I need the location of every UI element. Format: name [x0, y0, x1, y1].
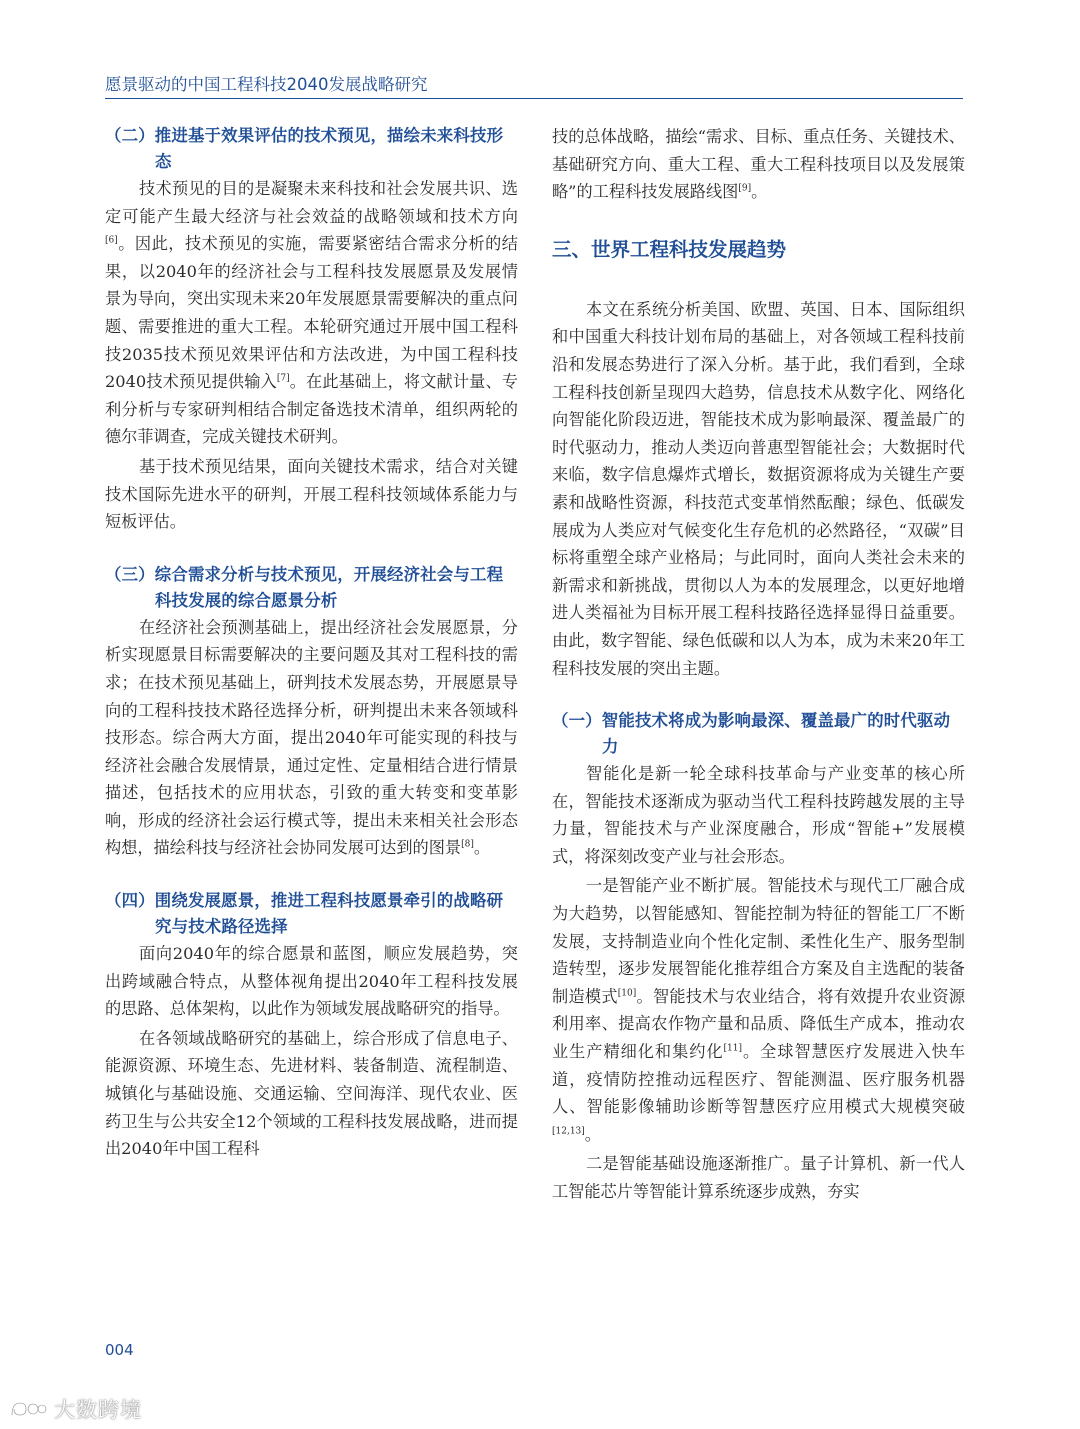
section-heading-2: （二）推进基于效果评估的技术预见，描绘未来科技形态 — [105, 126, 504, 171]
paragraph-continued — [552, 123, 965, 206]
running-header-title: 愿景驱动的中国工程科技2040发展战略研究 — [105, 75, 428, 94]
text-run: 。因此，技术预见的实施，需要紧密结合需求分析的结果，以2040年的经济社会与工程科技发展愿景及发展情景为导向，突出实现未来20年发展愿景需要解决的重点问题、需要推进的重大工程。本轮研究通过开展中国工程科技2035技术预见效果评估和方法改进，为中国工程科技2040技术预见提供输入 — [105, 234, 518, 392]
citation-ref: [9] — [738, 183, 752, 194]
text-run: 在经济社会预测基础上，提出经济社会发展愿景，分析实现愿景目标需要解决的主要问题及其对工程科技的需求；在技术预见基础上，研判技术发展态势，开展愿景导向的工程科技技术路径选择分析，研判提出未来各领域科技形态。综合两大方面，提出2040年可能实现的科技与经济社会融合发展情景，通过定性、定量相结合进行情景描述，包括技术的应用状态，引致的重大转变和变革影响，形成的经济社会运行模式等，提出未来相关社会形态构想，描绘科技与经济社会协同发展可达到的图景 — [105, 617, 518, 858]
text-run: 。 — [584, 1124, 601, 1144]
citation-ref: [8] — [461, 840, 474, 851]
paragraph: 智能化是新一轮全球科技革命与产业变革的核心所在，智能技术逐渐成为驱动当代工程科技跨越发展的主导力量，智能技术与产业深度融合，形成“智能+”发展模式，将深刻改变产业与社会形态。 — [552, 764, 965, 866]
text-run: 技术预见的目的是凝聚未来科技和社会发展共识、选定可能产生最大经济与社会效益的战略领域和技术方向 — [105, 179, 518, 226]
text-run: 。 — [751, 182, 768, 202]
text-run: 。全球智慧医疗发展进入快车道，疫情防控推动远程医疗、智能测温、医疗服务机器人、智能影像辅助诊断等智慧医疗应用模式大规模突破 — [552, 1042, 966, 1117]
paragraph — [105, 614, 518, 862]
page-number: 004 — [105, 1341, 134, 1359]
paragraph — [552, 872, 965, 1148]
paragraph: 本文在系统分析美国、欧盟、英国、日本、国际组织和中国重大科技计划布局的基础上，对各领域工程科技前沿和发展态势进行了深入分析。基于此，我们看到，全球工程科技创新呈现四大趋势，信息技术从数字化、网络化向智能化阶段迈进，智能技术成为影响最深、覆盖最广的时代驱动力，推动人类迈向普惠型智能社会；大数据时代来临，数字信息爆炸式增长，数据资源将成为关键生产要素和战略性资源，科技范式变革悄然酝酿；绿色、低碳发展成为人类应对气候变化生存危机的必然路径，“双碳”目标将重塑全球产业格局；与此同时，面向人类社会未来的新需求和新挑战，贯彻以人为本的发展理念，以更好地增进人类福祉为目标开展工程科技路径选择显得日益重要。由此，数字智能、绿色低碳和以人为本，成为未来20年工程科技发展的突出主题。 — [552, 299, 965, 678]
paragraph: 面向2040年的综合愿景和蓝图，顺应发展趋势，突出跨域融合特点，从整体视角提出2040年工程科技发展的思路、总体架构，以此作为领域发展战略研究的指导。 — [105, 944, 518, 1019]
running-header — [105, 74, 963, 99]
citation-ref: [7] — [276, 373, 290, 384]
left-column — [105, 123, 518, 1163]
citation-ref: [12,13] — [552, 1126, 585, 1137]
subsection-heading-1: （一）智能技术将成为影响最深、覆盖最广的时代驱动力 — [552, 711, 951, 757]
watermark-logo-icon — [8, 1397, 48, 1421]
citation-ref: [11] — [723, 1043, 743, 1054]
paragraph: 在各领域战略研究的基础上，综合形成了信息电子、能源资源、环境生态、先进材料、装备制造、流程制造、城镇化与基础设施、交通运输、空间海洋、现代农业、医药卫生与公共安全12个领域的工程科技发展战略，进而提出2040年中国工程科 — [105, 1028, 518, 1159]
text-run: 技的总体战略，描绘“需求、目标、重点任务、关键技术、基础研究方向、重大工程、重大工程科技项目以及发展策略”的工程科技发展路线图 — [552, 127, 965, 202]
text-run: 一是智能产业不断扩展。智能技术与现代工厂融合成为大趋势，以智能感知、智能控制为特征的智能工厂不断发展，支持制造业向个性化定制、柔性化生产、服务型制造转型，逐步发展智能化推荐组合方案及自主选配的装备制造模式 — [552, 876, 965, 1006]
section-heading-3: （三）综合需求分析与技术预见，开展经济社会与工程科技发展的综合愿景分析 — [105, 564, 504, 610]
paragraph: 二是智能基础设施逐渐推广。量子计算机、新一代人工智能芯片等智能计算系统逐步成熟，夯实 — [552, 1154, 965, 1201]
paragraph — [105, 175, 518, 451]
text-run: 。 — [473, 838, 491, 858]
right-column — [552, 123, 965, 1206]
watermark — [8, 1396, 142, 1422]
paragraph: 基于技术预见结果，面向关键技术需求，结合对关键技术国际先进水平的研判，开展工程科技领域体系能力与短板评估。 — [105, 456, 518, 532]
citation-ref: [6] — [105, 235, 118, 246]
chapter-heading: 三、世界工程科技发展趋势 — [552, 237, 787, 261]
text-run: 。智能技术与农业结合，将有效提升农业资源利用率、提高农作物产量和品质、降低生产成本，推动农业生产精细化和集约化 — [552, 986, 966, 1062]
citation-ref: [10] — [617, 988, 637, 999]
text-run: 。在此基础上，将文献计量、专利分析与专家研判相结合制定备选技术清单，组织两轮的德尔菲调查，完成关键技术研判。 — [105, 372, 518, 447]
section-heading-4: （四）围绕发展愿景，推进工程科技愿景牵引的战略研究与技术路径选择 — [105, 891, 504, 937]
watermark-text: 大数跨境 — [54, 1398, 142, 1422]
